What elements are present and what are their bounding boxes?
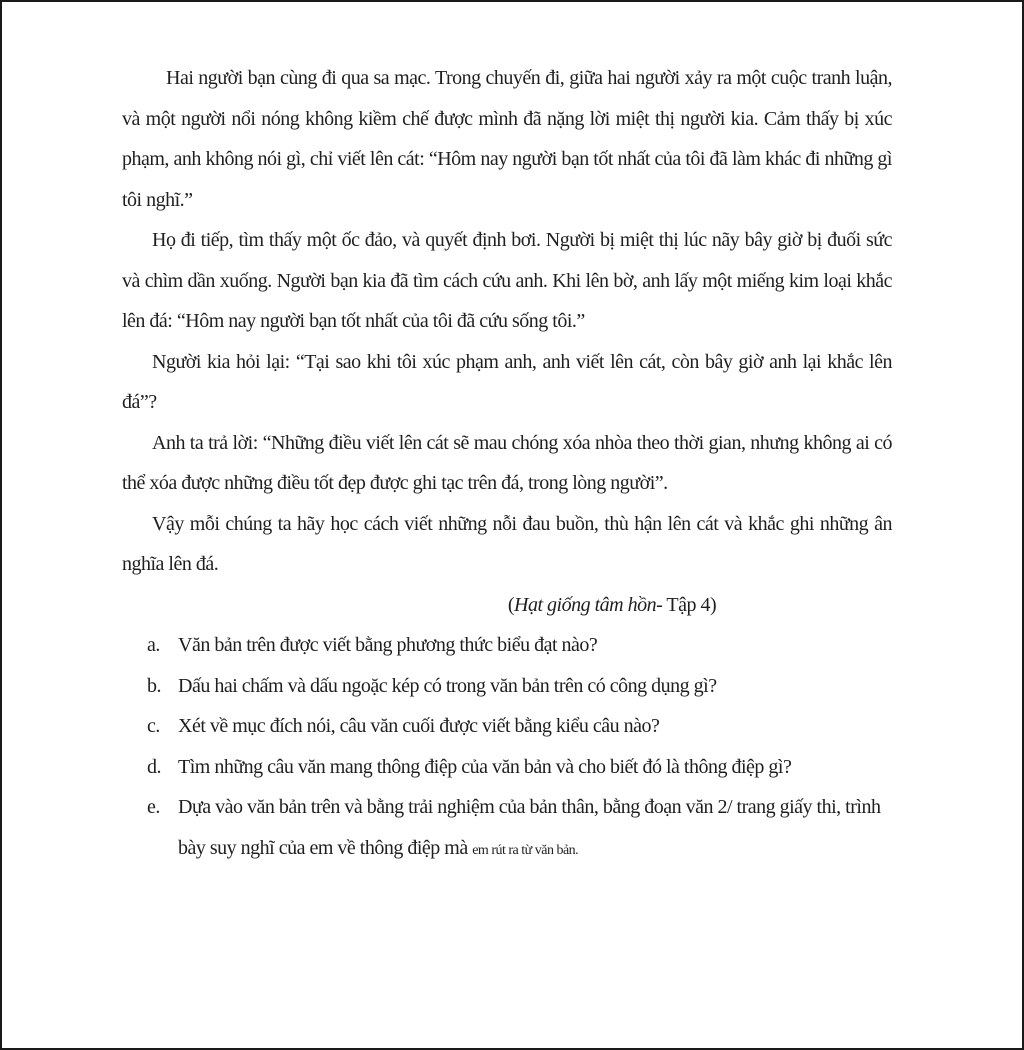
paragraph-3: Người kia hỏi lại: “Tại sao khi tôi xúc phạm anh, anh viết lên cát, còn bây giờ anh lại khắc lên đá”?: [122, 350, 892, 413]
question-text-small: em rút ra từ văn bản.: [472, 842, 579, 858]
source-citation: [122, 585, 892, 626]
source-title: Hạt giống tâm hồn: [514, 593, 657, 616]
source-volume: - Tập 4): [656, 593, 717, 616]
question-text: Dựa vào văn bản trên và bằng trải nghiệm của bản thân, bằng đoạn văn 2/ trang giấy thi, trình bày suy nghĩ của em về thông điệp mà: [178, 796, 881, 859]
question-list: [122, 625, 892, 871]
source-open-paren: (: [507, 593, 515, 616]
question-marker: e.: [147, 796, 160, 818]
question-item-b: [122, 666, 892, 707]
paragraph-1: Hai người bạn cùng đi qua sa mạc. Trong chuyến đi, giữa hai người xảy ra một cuộc tranh luận, và một người nổi nóng không kiềm chế được mình đã nặng lời miệt thị người kia. Cảm thấy bị xúc phạm, anh không nói gì, chỉ viết lên cát: “Hôm nay người bạn tốt nhất của tôi đã làm khác đi những gì tôi nghĩ.”: [122, 67, 892, 211]
paragraph-2: Họ đi tiếp, tìm thấy một ốc đảo, và quyết định bơi. Người bị miệt thị lúc nãy bây giờ bị đuối sức và chìm dần xuống. Người bạn kia đã tìm cách cứu anh. Khi lên bờ, anh lấy một miếng kim loại khắc lên đá: “Hôm nay người bạn tốt nhất của tôi đã cứu sống tôi.”: [122, 229, 892, 332]
question-marker: d.: [147, 755, 161, 778]
question-item-e: [122, 787, 892, 871]
document-body: [122, 58, 892, 871]
question-marker: c.: [147, 715, 160, 737]
question-text: Dấu hai chấm và dấu ngoặc kép có trong văn bản trên có công dụng gì?: [178, 674, 717, 697]
question-text: Văn bản trên được viết bằng phương thức biểu đạt nào?: [178, 634, 598, 656]
question-item-d: [122, 747, 892, 788]
question-item-a: [122, 625, 892, 666]
question-text: Xét về mục đích nói, câu văn cuối được viết bằng kiểu câu nào?: [178, 715, 660, 737]
question-marker: a.: [147, 634, 160, 656]
question-item-c: [122, 706, 892, 747]
question-text: Tìm những câu văn mang thông điệp của văn bản và cho biết đó là thông điệp gì?: [178, 755, 792, 778]
question-marker: b.: [147, 674, 161, 697]
paragraph-4: Anh ta trả lời: “Những điều viết lên cát sẽ mau chóng xóa nhòa theo thời gian, nhưng không ai có thể xóa được những điều tốt đẹp được ghi tạc trên đá, trong lòng người”.: [122, 431, 892, 494]
paragraph-5: Vậy mỗi chúng ta hãy học cách viết những nỗi đau buồn, thù hận lên cát và khắc ghi những ân nghĩa lên đá.: [122, 512, 892, 575]
